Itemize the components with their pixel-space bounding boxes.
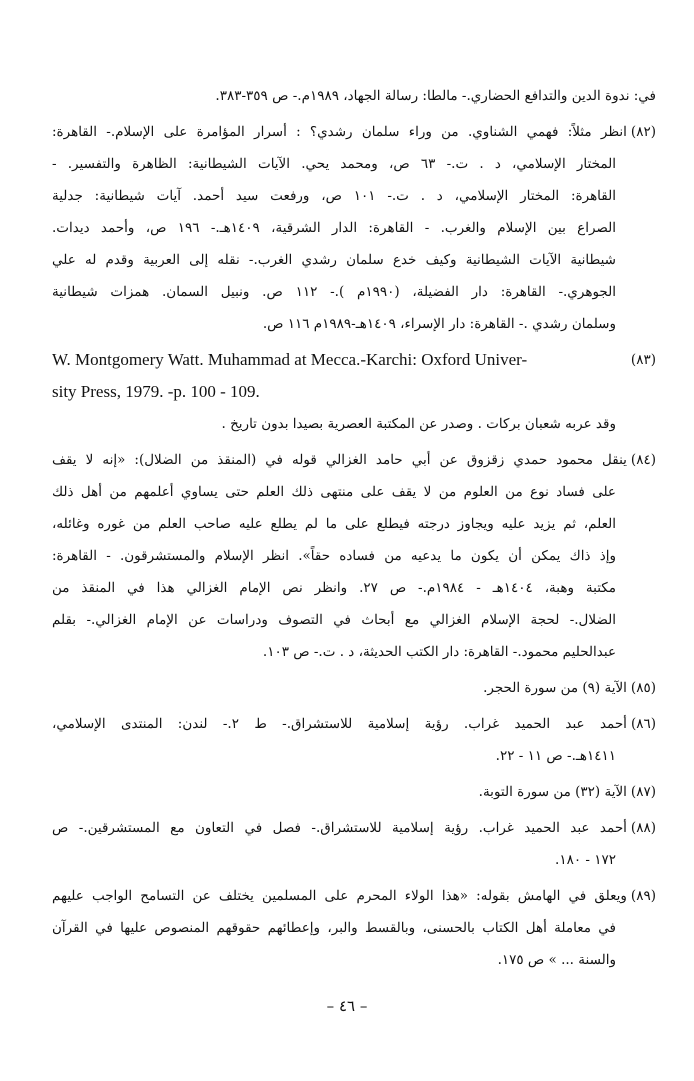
note-line: على فساد نوع من العلوم من لا يقف على منتهى ذلك العلم حتى يساوي أعلمهم من أهل ذلك (52, 484, 616, 500)
footnote-number: (٨٧) (630, 784, 656, 800)
footnote-number: (٨٨) (630, 820, 656, 836)
footnote-82 (52, 116, 656, 340)
note-line: المختار الإسلامي، د . ت.- ٦٣ ص، ومحمد يحي. الآيات الشيطانية: الظاهرة والتفسير. - (52, 156, 617, 172)
note-line: القاهرة: المختار الإسلامي، د . ت.- ١٠١ ص، ورفعت سيد أحمد. آيات شيطانية: جدلية (52, 188, 616, 204)
footnote-number: (٨٢) (630, 124, 656, 140)
note-line: ويعلق في الهامش بقوله: «هذا الولاء المحرم على المسلمين يختلف عن التسامح الواجب عليهم (52, 888, 627, 904)
note-line: الجوهري.- القاهرة: دار الفضيلة، (١٩٩٠م ).- ١١٢ ص. ونبيل السمان. همزات شيطانية (52, 284, 616, 300)
footnote-number: (٨٣) (630, 352, 656, 368)
note-line: وإذ ذاك يمكن أن يكون ما يدعيه من فساده حقاً». انظر الإسلام والمستشرقون. - القاهرة: (52, 548, 616, 564)
note-line: مكتبة وهبة، ١٤٠٤هـ - ١٩٨٤م.- ص ٢٧. وانظر نص الإمام الغزالي هذا في المنقذ من (52, 580, 616, 596)
note-line: ينقل محمود حمدي زقزوق عن أبي حامد الغزالي قوله في (المنقذ من الضلال): «إنه لا يقف (52, 452, 627, 468)
note-line: الآية (٩) من سورة الحجر. (483, 680, 627, 696)
note-line: W. Montgomery Watt. Muhammad at Mecca.-Karchi: Oxford Univer- (52, 350, 528, 369)
note-line: في معاملة أهل الكتاب بالحسنى، وبالقسط والبر، وإعطائهم حقوقهم المنصوص عليها في القرآن (52, 920, 616, 936)
note-line: في: ندوة الدين والتدافع الحضاري.- مالطا: رسالة الجهاد، ١٩٨٩م.- ص ٣٥٩-٣٨٣. (215, 88, 656, 104)
footnote-number: (٨٤) (630, 452, 656, 468)
note-line: الآية (٣٢) من سورة التوبة. (478, 784, 627, 800)
footnote-number: (٨٦) (630, 716, 656, 732)
note-line: الصراع بين الإسلام والغرب. - القاهرة: الدار الشرقية، ١٤٠٩هـ.- ١٩٦ ص، وأحمد ديدات. (52, 220, 617, 236)
note-line: والسنة ... » ص ١٧٥. (497, 952, 616, 968)
footnote-89 (52, 880, 656, 976)
note-line: انظر مثلاً: فهمي الشناوي. من وراء سلمان رشدي؟ : أسرار المؤامرة على الإسلام.- القاهرة: (52, 124, 627, 140)
note-line: sity Press, 1979. -p. 100 - 109. (52, 382, 260, 401)
footnote-88 (52, 812, 656, 876)
footnote-83 (52, 344, 656, 440)
footnotes (52, 80, 656, 980)
note-line: ١٤١١هـ.- ص ١١ - ٢٢. (495, 748, 616, 764)
footnote-number: (٨٥) (630, 680, 656, 696)
footnote-continuation (52, 80, 656, 112)
footnote-86 (52, 708, 656, 772)
note-line: وقد عربه شعبان بركات . وصدر عن المكتبة العصرية بصيدا بدون تاريخ . (221, 416, 616, 432)
footnote-84 (52, 444, 656, 668)
note-line: عبدالحليم محمود.- القاهرة: دار الكتب الحديثة، د . ت.- ص ١٠٣. (262, 644, 616, 660)
note-line: ١٧٢ - ١٨٠. (555, 852, 616, 868)
footnote-87 (52, 776, 656, 808)
note-line: العلم، ثم يزيد عليه ويجاوز درجته فيطلع على ما لم يطلع عليه صاحب العلم من غوره وغائله، (52, 516, 616, 532)
note-line: الضلال.- لحجة الإسلام الغزالي مع أبحاث في التصوف ودراسات عن الإمام الغزالي.- بقلم (52, 612, 616, 628)
note-line: شيطانية الآيات الشيطانية وكيف خدع سلمان رشدي الغرب.- نقله إلى العربية وقدم له علي (52, 252, 616, 268)
footnote-85 (52, 672, 656, 704)
footnote-number: (٨٩) (630, 888, 656, 904)
page-number: – ٤٦ – (326, 997, 368, 1015)
note-line: أحمد عبد الحميد غراب. رؤية إسلامية للاستشراق.- فصل في التعاون مع المستشرقين.- ص (52, 820, 627, 836)
note-line: وسلمان رشدي .- القاهرة: دار الإسراء، ١٤٠٩هـ-١٩٨٩م ١١٦ ص. (262, 316, 616, 332)
note-line: أحمد عبد الحميد غراب. رؤية إسلامية للاستشراق.- ط ٢.- لندن: المنتدى الإسلامي، (52, 716, 627, 732)
